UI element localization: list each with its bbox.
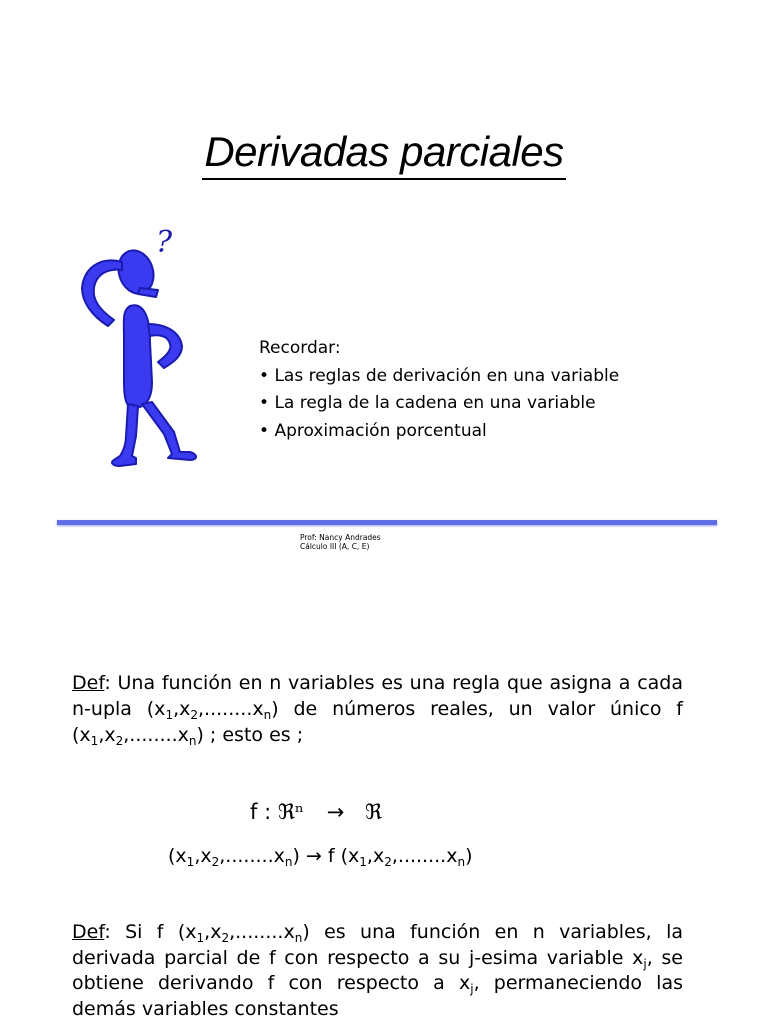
title-text: Derivadas parciales [202, 128, 565, 180]
recordar-item: • Las reglas de derivación en una variable [259, 363, 619, 391]
arrow-icon: → [326, 800, 345, 824]
mapping-domain: ℜⁿ [277, 800, 305, 824]
footer-course: Cálculo III (A, C, E) [300, 542, 370, 551]
definition-partial-derivative: Def: Si f $(x_1,x_2,........x_n)$ es una función en n variables, la derivada parcial de f con respecto a su j-esima variable $x_j$, se obtiene derivando f con respecto a $x_j$, permaneciendo las demás variables constantes [72, 921, 683, 1020]
footer-professor: Prof: Nancy Andrades [300, 533, 381, 542]
recordar-block [259, 335, 619, 445]
mapping-codomain: ℜ [365, 800, 383, 824]
divider-rule [57, 520, 717, 525]
slide-footer [300, 533, 381, 551]
thinking-stick-figure [70, 222, 210, 472]
def-label: Def [72, 921, 105, 943]
mapping-rule: $(x_1,x_2,........x_n) \to f$ $(x_1,x_2,........x_n)$ [168, 845, 473, 869]
mapping-notation [250, 800, 382, 824]
mapping-arrow: → f (x [305, 845, 360, 867]
def-label: Def [72, 672, 105, 694]
recordar-heading: Recordar: [259, 338, 341, 358]
recordar-item: • Aproximación porcentual [259, 418, 619, 446]
slide-title [0, 128, 768, 180]
question-mark-icon: ? [156, 225, 173, 260]
definition-function: Def: Una función en n variables es una regla que asigna a cada n-upla $(x_1,x_2,........x_n)$ de números reales, un valor único f $(x_1,x_2,........x_n)$ ; esto es ; [72, 672, 683, 748]
recordar-item: • La regla de la cadena en una variable [259, 390, 619, 418]
mapping-f: f : [250, 800, 272, 824]
